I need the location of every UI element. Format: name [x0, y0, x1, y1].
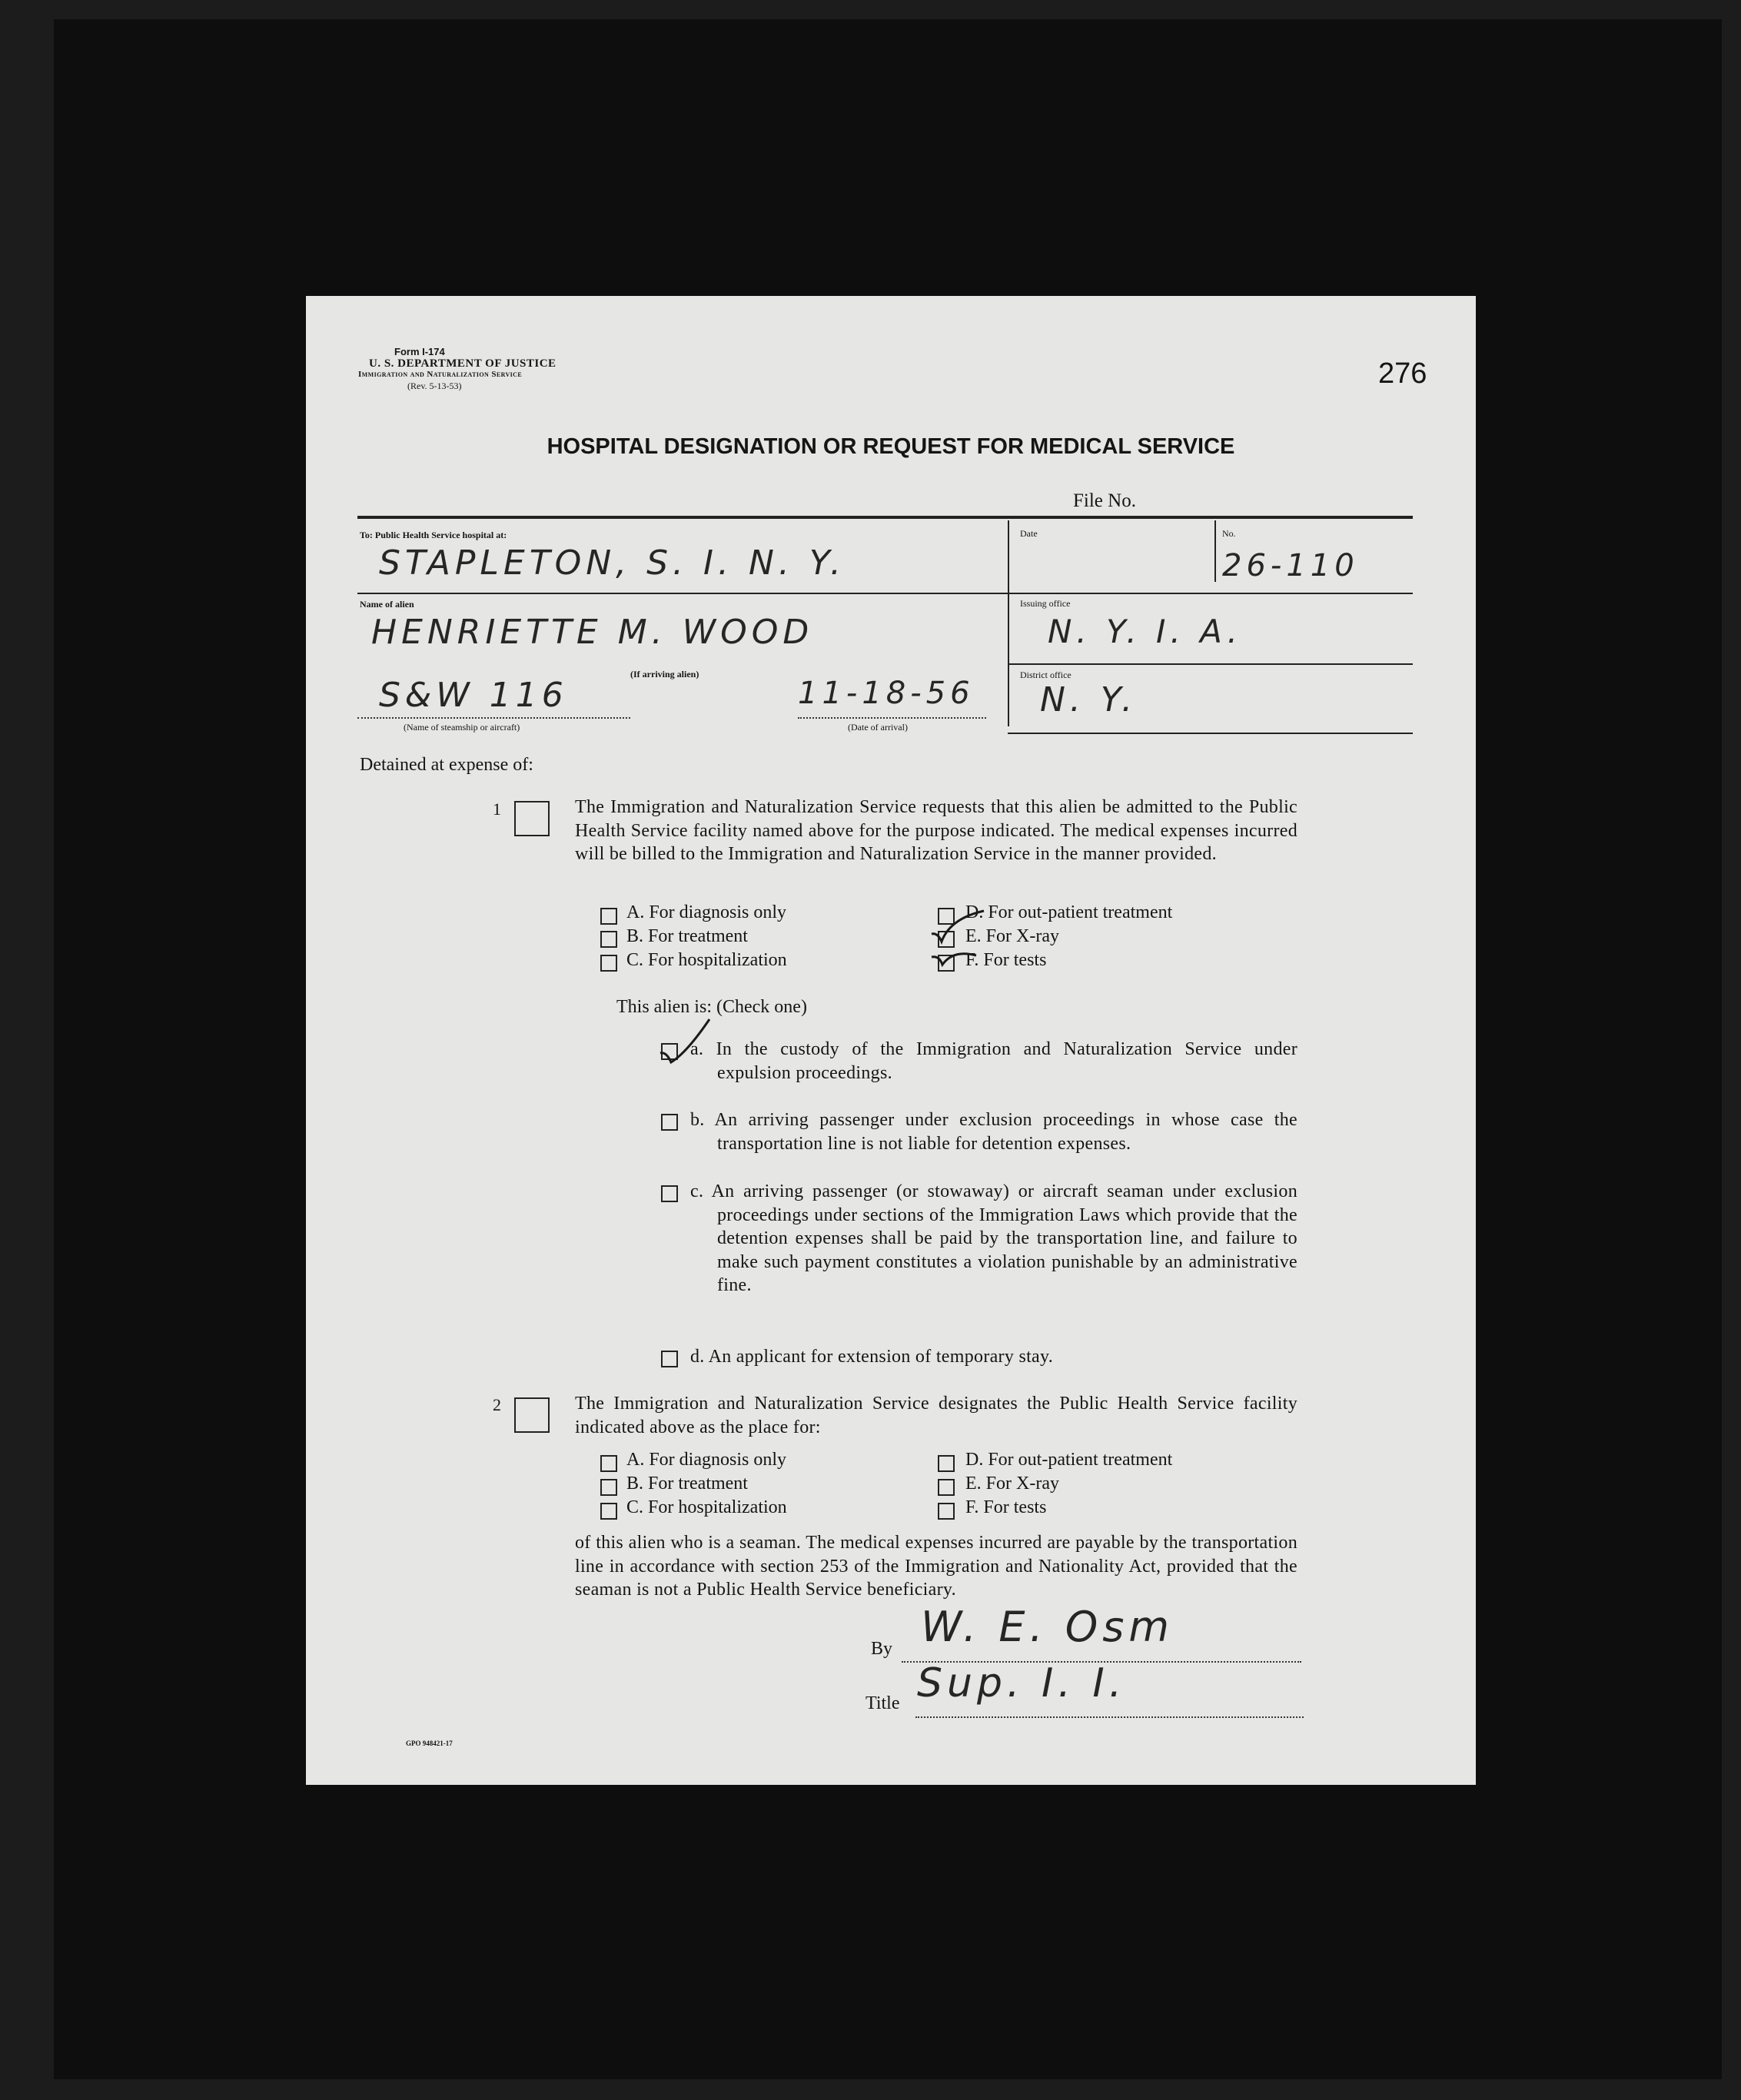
grid-top-rule	[357, 516, 1413, 519]
department-name: U. S. DEPARTMENT OF JUSTICE	[369, 357, 557, 370]
arriving-alien-label: (If arriving alien)	[630, 669, 699, 680]
to-value: STAPLETON, S. I. N. Y.	[379, 543, 846, 583]
s1-b-checkbox[interactable]	[661, 1114, 678, 1131]
section-2-closing: of this alien who is a seaman. The medical expenses incurred are payable by the transportation line in accordance with section 253 of the Immigration and Nationality Act, provided that the seaman is not a Public Health Service beneficiary.	[575, 1533, 1297, 1600]
date-label: Date	[1020, 528, 1038, 539]
s1-option-b: B. For treatment	[626, 926, 748, 946]
name-value: HENRIETTE M. WOOD	[371, 613, 814, 652]
service-name: Immigration and Naturalization Service	[358, 370, 523, 379]
file-no-label: File No.	[1073, 490, 1136, 511]
s1-c-checkbox[interactable]	[661, 1185, 678, 1202]
by-signature: W. E. Osm	[921, 1603, 1175, 1651]
arrival-label: (Date of arrival)	[848, 722, 908, 733]
s2-option-d: D. For out-patient treatment	[965, 1450, 1173, 1470]
title-label: Title	[866, 1693, 900, 1713]
page-number: 276	[1378, 357, 1427, 390]
grid-rule-1	[357, 593, 1413, 594]
arrival-line	[798, 717, 986, 719]
detained-label: Detained at expense of:	[360, 755, 533, 775]
s1-d-checkbox[interactable]	[661, 1351, 678, 1367]
no-value: 26-110	[1222, 548, 1359, 583]
section-2-checkbox[interactable]	[514, 1397, 550, 1433]
grid-rule-3	[1008, 733, 1413, 734]
no-label: No.	[1222, 528, 1236, 539]
s1-option-a: A. For diagnosis only	[626, 902, 787, 922]
district-office-value: N. Y.	[1040, 680, 1138, 719]
s2-option-b-checkbox[interactable]	[600, 1479, 617, 1496]
s1-option-c: C. For hospitalization	[626, 950, 787, 970]
form-title: HOSPITAL DESIGNATION OR REQUEST FOR MEDICAL SERVICE	[547, 434, 1235, 459]
s2-option-c: C. For hospitalization	[626, 1497, 787, 1517]
s1-option-e: E. For X-ray	[965, 926, 1059, 946]
district-office-label: District office	[1020, 670, 1072, 680]
steamship-value: S&W 116	[379, 676, 568, 715]
steamship-line	[357, 717, 630, 719]
form-page	[306, 296, 1476, 1785]
s2-option-a: A. For diagnosis only	[626, 1450, 787, 1470]
s2-option-e: E. For X-ray	[965, 1474, 1059, 1494]
s2-option-f-checkbox[interactable]	[938, 1503, 955, 1520]
section-1-text: The Immigration and Naturalization Service requests that this alien be admitted to the Public Health Service facility named above for the purpose indicated. The medical expenses incurred will be billed to the Immigration and Naturalization Service in the manner provided.	[575, 797, 1297, 864]
s1-d-text: d. An applicant for extension of temporary stay.	[690, 1347, 1054, 1367]
grid-divider-2	[1214, 520, 1216, 582]
grid-divider	[1008, 520, 1009, 726]
s1-option-f: F. For tests	[965, 950, 1047, 970]
s2-option-a-checkbox[interactable]	[600, 1455, 617, 1472]
section-1-number: 1	[493, 799, 501, 819]
s1-check-marks	[930, 895, 1015, 972]
title-line	[915, 1716, 1304, 1718]
alien-is-label: This alien is: (Check one)	[616, 997, 807, 1017]
s1-option-b-checkbox[interactable]	[600, 931, 617, 948]
s1-option-d: D. For out-patient treatment	[965, 902, 1173, 922]
s1-option-c-checkbox[interactable]	[600, 955, 617, 972]
s2-option-b: B. For treatment	[626, 1474, 748, 1494]
s2-option-e-checkbox[interactable]	[938, 1479, 955, 1496]
s1-c-text: c. An arriving passenger (or stowaway) or aircraft seaman under exclusion proceedings under sections of the Immigration Laws which provide that the detention expenses shall be paid by the transportation line, and failure to make such payment constitutes a violation punishable by an administrative fine.	[690, 1181, 1297, 1295]
section-2-number: 2	[493, 1395, 501, 1414]
issuing-office-value: N. Y. I. A.	[1048, 613, 1243, 650]
section-2-text: The Immigration and Naturalization Service designates the Public Health Service facility indicated above as the place for:	[575, 1394, 1297, 1437]
to-label: To: Public Health Service hospital at:	[360, 530, 507, 540]
s1-a-text: a. In the custody of the Immigration and Naturalization Service under expulsion proceedings.	[690, 1039, 1297, 1083]
form-number: Form I-174	[394, 346, 445, 357]
steamship-label: (Name of steamship or aircraft)	[404, 722, 520, 733]
gpo-code: GPO 948421-17	[406, 1739, 453, 1747]
s2-option-f: F. For tests	[965, 1497, 1047, 1517]
by-label: By	[871, 1639, 893, 1659]
name-label: Name of alien	[360, 599, 414, 610]
s1-b-text: b. An arriving passenger under exclusion proceedings in whose case the transportation line is not liable for detention expenses.	[690, 1110, 1297, 1154]
s2-option-c-checkbox[interactable]	[600, 1503, 617, 1520]
s1-option-a-checkbox[interactable]	[600, 908, 617, 925]
grid-rule-2	[1008, 663, 1413, 665]
revision-date: (Rev. 5-13-53)	[407, 380, 462, 391]
s2-option-d-checkbox[interactable]	[938, 1455, 955, 1472]
section-1-checkbox[interactable]	[514, 801, 550, 836]
arrival-date-value: 11-18-56	[798, 676, 975, 711]
issuing-office-label: Issuing office	[1020, 598, 1071, 609]
title-value: Sup. I. I.	[917, 1660, 1127, 1706]
